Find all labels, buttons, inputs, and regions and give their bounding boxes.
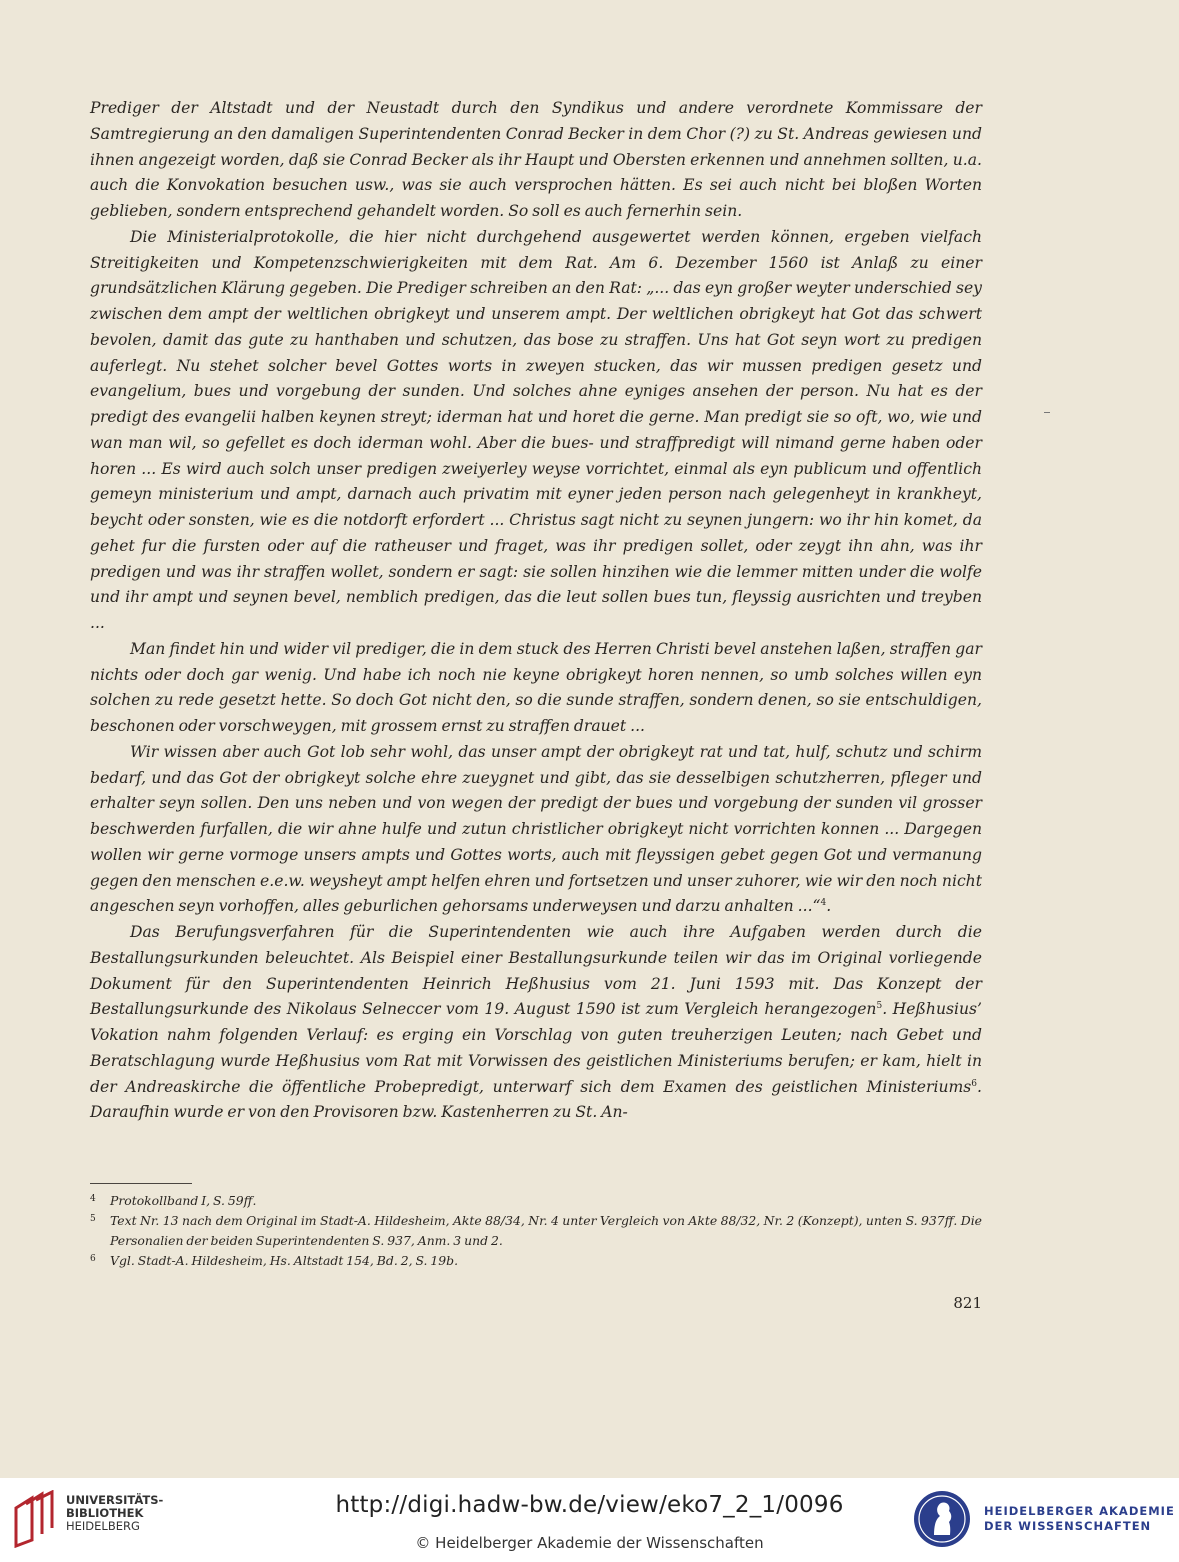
footnote-text: Vgl. Stadt-A. Hildesheim, Hs. Altstadt 154, Bd. 2, S. 19b. bbox=[110, 1253, 459, 1268]
paragraph: Man findet hin und wider vil prediger, die in dem stuck des Herren Christi bevel anstehen laßen, straffen gar nichts oder doch gar wenig. Und habe ich noch nie keyne obrigkeyt horen nennen, so umb solches willen eyn solchen zu rede gesetzt hette. So doch Got nicht den, so die sunde straffen, sondern denen, so sie entschuldigen, beschonen oder vorschweygen, mit grossem ernst zu straffen drauet ... bbox=[90, 639, 982, 735]
footnote-ref[interactable]: 6 bbox=[971, 1078, 978, 1089]
footnote-number: 6 bbox=[90, 1254, 96, 1264]
paragraph: Die Ministerialprotokolle, die hier nicht durchgehend ausgewertet werden können, ergeben vielfach Streitigkeiten und Kompetenzschwierigkeiten mit dem Rat. Am 6. Dezember 1560 ist Anlaß zu einer grundsätzlichen Klärung gegeben. Die Prediger schreiben an den Rat: „... das eyn großer weyter underschied sey zwischen dem ampt der weltlichen obrigkeyt und unserem ampt. Der weltlichen obrigkeyt hat Got das schwert bevolen, damit das gute zu hanthaben und schutzen, das bose zu straffen. Uns hat Got seyn wort zu predigen auferlegt. Nu stehet solcher bevel Gottes worts in zweyen stucken, das wir mussen predigen gesetz und evangelium, bues und vorgebung der sunden. Und solches ahne eyniges ansehen der person. Nu hat es der predigt des evangelii halben keynen streyt; iderman hat und horet die gerne. Man predigt sie so oft, wo, wie und wan man wil, so gefellet es doch iderman wohl. Aber die bues- und straffpredigt will nimand gerne haben oder horen ... Es wird auch solch unser predigen zweiyerley weyse vorrichtet, einmal als eyn publicum und offentlich gemeyn ministerium und ampt, darnach auch privatim mit eyner jeden person nach gelegenheyt in krankheyt, beycht oder sonsten, wie es die notdorft erfordert ... Christus sagt nicht zu seynen jungern: wo ihr hin komet, da gehet fur die fursten oder auf die ratheuser und fraget, was ihr predigen sollet, oder zeygt ihn ahn, was ihr predigen und was ihr straffen wollet, sondern er sagt: sie sollen hinzihen wie die lemmer mitten under die wolfe und ihr ampt und seynen bevel, nemblich predigen, das die leut sollen bues tun, fleyssig ausrichten und treyben ... bbox=[90, 227, 982, 632]
footnote-ref[interactable]: 5 bbox=[876, 1001, 883, 1012]
paragraph-text: . Heßhusius’ Vokation nahm folgenden Verlauf: es erging ein Vorschlag von guten treuherzigen Leuten; nach Gebet und Beratschlagung wurde Heßhusius vom Rat mit Vorwissen des geistlichen Ministeriums berufen; er kam, hielt in der Andreaskirche die öffentliche Probepredigt, unterwarf sich dem Examen des geistlichen Ministeriums bbox=[90, 1000, 982, 1096]
body-text bbox=[90, 96, 982, 1126]
page-number: 821 bbox=[953, 1294, 982, 1312]
footnote bbox=[90, 1251, 982, 1271]
footnote-number: 5 bbox=[90, 1214, 96, 1224]
academy-name-line: HEIDELBERGER AKADEMIE bbox=[984, 1504, 1175, 1518]
paragraph-text: Das Berufungsverfahren für die Superintendenten wie auch ihre Aufgaben werden durch die Bestallungsurkunden beleuchtet. Als Beispiel einer Bestallungsurkunde teilen wir das im Original vorliegende Dokument für den Superintendenten Heinrich Heßhusius vom 21. Juni 1593 mit. Das Konzept der Bestallungsurkunde des Nikolaus Selneccer vom 19. August 1590 ist zum Vergleich herangezogen bbox=[90, 923, 982, 1019]
academy-name-line: DER WISSENSCHAFTEN bbox=[984, 1519, 1152, 1533]
footnote bbox=[90, 1211, 982, 1251]
copyright-notice: © Heidelberger Akademie der Wissenschaften bbox=[415, 1534, 764, 1552]
paragraph: Prediger der Altstadt und der Neustadt durch den Syndikus und andere verordnete Kommissare der Samtregierung an den damaligen Superintendenten Conrad Becker in dem Chor (?) zu St. Andreas gewiesen und ihnen angezeigt worden, daß sie Conrad Becker als ihr Haupt und Obersten erkennen und annehmen sollten, u.a. auch die Konvokation besuchen usw., was sie auch versprochen hätten. Es sei auch nicht bei bloßen Worten geblieben, sondern entsprechend gehandelt worden. So soll es auch fernerhin sein. bbox=[90, 99, 982, 220]
footnote-text: Text Nr. 13 nach dem Original im Stadt-A. Hildesheim, Akte 88/34, Nr. 4 unter Vergleich von Akte 88/32, Nr. 2 (Konzept), unten S. 937ff. Die Personalien der beiden Superintendenten S. 937, Anm. 3 und 2. bbox=[110, 1213, 982, 1248]
margin-mark bbox=[1044, 412, 1050, 413]
library-name-line: UNIVERSITÄTS- bbox=[66, 1493, 164, 1507]
footnote-rule bbox=[90, 1183, 192, 1184]
paragraph-text: . Daraufhin wurde er von den Provisoren bzw. Kastenherren zu St. An- bbox=[90, 1077, 982, 1122]
paragraph-text: Wir wissen aber auch Got lob sehr wohl, das unser ampt der obrigkeyt rat und tat, hulf, schutz und schirm bedarf, und das Got der obrigkeyt solche ehre zueygnet und gibt, das sie desselbigen schutzherren, pfleger und erhalter seyn sollen. Den uns neben und von wegen der predigt der bues und vorgebung der sunden vil grosser beschwerden furfallen, die wir ahne hulfe und zutun christlicher obrigkeyt nicht vorrichten konnen ... Dargegen wollen wir gerne vormoge unsers ampts und Gottes worts, auch mit fleyssigen gebet gegen Got und vermanung gegen den menschen e.e.w. weysheyt ampt helfen ehren und fortsetzen und unser zuhorer, wie wir den noch nicht angeschen seyn vorhoffen, alles geburlichen gehorsams underweysen und darzu anhalten ...“ bbox=[90, 742, 982, 916]
footnotes bbox=[90, 1191, 982, 1271]
academy-name[interactable] bbox=[984, 1504, 1175, 1534]
footnote bbox=[90, 1191, 982, 1211]
viewer-footer bbox=[0, 1478, 1179, 1562]
library-name-line: BIBLIOTHEK bbox=[66, 1506, 144, 1520]
paragraph bbox=[90, 920, 982, 1126]
library-name-line: HEIDELBERG bbox=[66, 1519, 140, 1533]
footnote-ref[interactable]: 4 bbox=[820, 898, 827, 909]
footnote-text: Protokollband I, S. 59ff. bbox=[110, 1193, 257, 1208]
permalink-url[interactable]: http://digi.hadw-bw.de/view/eko7_2_1/0096 bbox=[335, 1492, 844, 1518]
footnote-number: 4 bbox=[90, 1194, 96, 1204]
paragraph: Wir wissen aber auch Got lob sehr wohl, das unser ampt der obrigkeyt rat und tat, hulf, schutz und schirm bedarf, und das Got der obrigkeyt solche ehre zueygnet und gibt, das sie desselbigen schutzherren, pfleger und erhalter seyn sollen. Den uns neben und von wegen der predigt der bues und vorgebung der sunden vil grosser beschwerden furfallen, die wir ahne hulfe und zutun christlicher obrigkeyt nicht vorrichten konnen ... Dargegen wollen wir gerne vormoge unsers ampts und Gottes worts, auch mit fleyssigen gebet gegen Got und vermanung gegen den menschen e.e.w. weysheyt ampt helfen ehren und fortsetzen und unser zuhorer, wie wir den noch nicht angeschen seyn vorhoffen, alles geburlichen gehorsams underweysen und darzu anhalten ...“$^4$. bbox=[90, 742, 982, 916]
academy-seal-icon[interactable] bbox=[912, 1489, 972, 1549]
